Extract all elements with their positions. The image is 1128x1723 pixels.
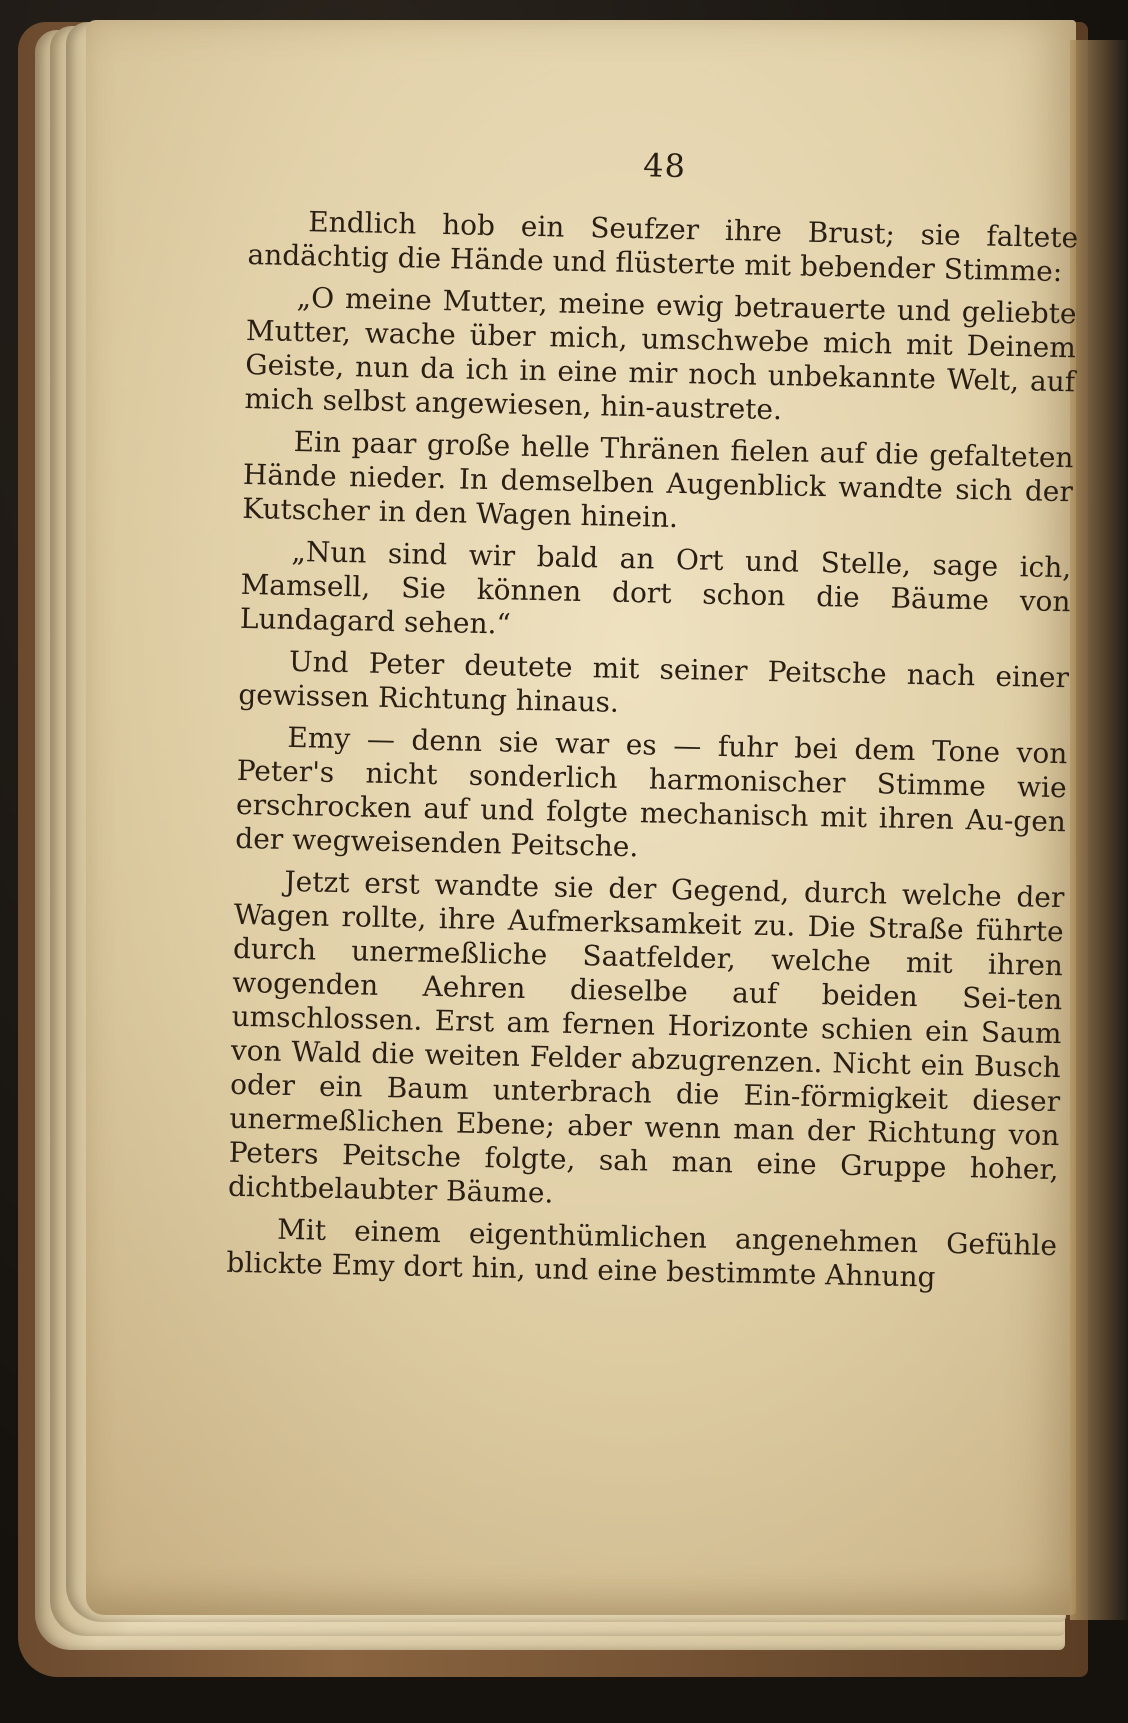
paragraph: „O meine Mutter, meine ewig betrauerte und geliebte Mutter, wache über mich, umschwebe mich mit Deinem Geiste, nun da ich in eine mir noch unbekannte Welt, auf mich selbst angewiesen, hin-austrete.	[244, 281, 1077, 427]
paragraph: Jetzt erst wandte sie der Gegend, durch welche der Wagen rollte, ihre Aufmerksamkeit zu. Die Straße führte durch unermeßliche Saatfelder, welche mit ihren wogenden Aehren dieselbe auf beiden Sei-ten umschlossen. Erst am fernen Horizonte schien ein Saum von Wald die weiten Felder abzugrenzen. Nicht ein Busch oder ein Baum unterbrach die Ein-förmigkeit dieser unermeßlichen Ebene; aber wenn man der Richtung von Peters Peitsche folgte, sah man eine Gruppe hoher, dichtbelaubter Bäume.	[227, 864, 1065, 1210]
paragraph: Emy — denn sie war es — fuhr bei dem Tone von Peter's nicht sonderlich harmonischer Stimme wie erschrocken auf und folgte mechanisch mit ihren Au-gen der wegweisenden Peitsche.	[235, 720, 1068, 864]
paragraph: „Nun sind wir bald an Ort und Stelle, sage ich, Mamsell, Sie können dort schon die Bäume von Lundagard sehen.“	[239, 534, 1072, 641]
paragraph: Ein paar große helle Thränen fielen auf die gefalteten Hände nieder. In demselben Augenblick wandte sich der Kutscher in den Wagen hinein.	[241, 424, 1074, 535]
page-number: 48	[642, 146, 687, 186]
book-gutter	[1070, 40, 1128, 1620]
paragraph: Mit einem eigenthümlichen angenehmen Gefühle blickte Emy dort hin, und eine bestimmte Ahnung	[226, 1212, 1058, 1294]
paragraph: Und Peter deutete mit seiner Peitsche nach einer gewissen Richtung hinaus.	[238, 644, 1070, 719]
paragraph: Endlich hob ein Seufzer ihre Brust; sie faltete andächtig die Hände und flüsterte mit bebender Stimme:	[247, 205, 1079, 289]
page-text	[226, 140, 1080, 1305]
